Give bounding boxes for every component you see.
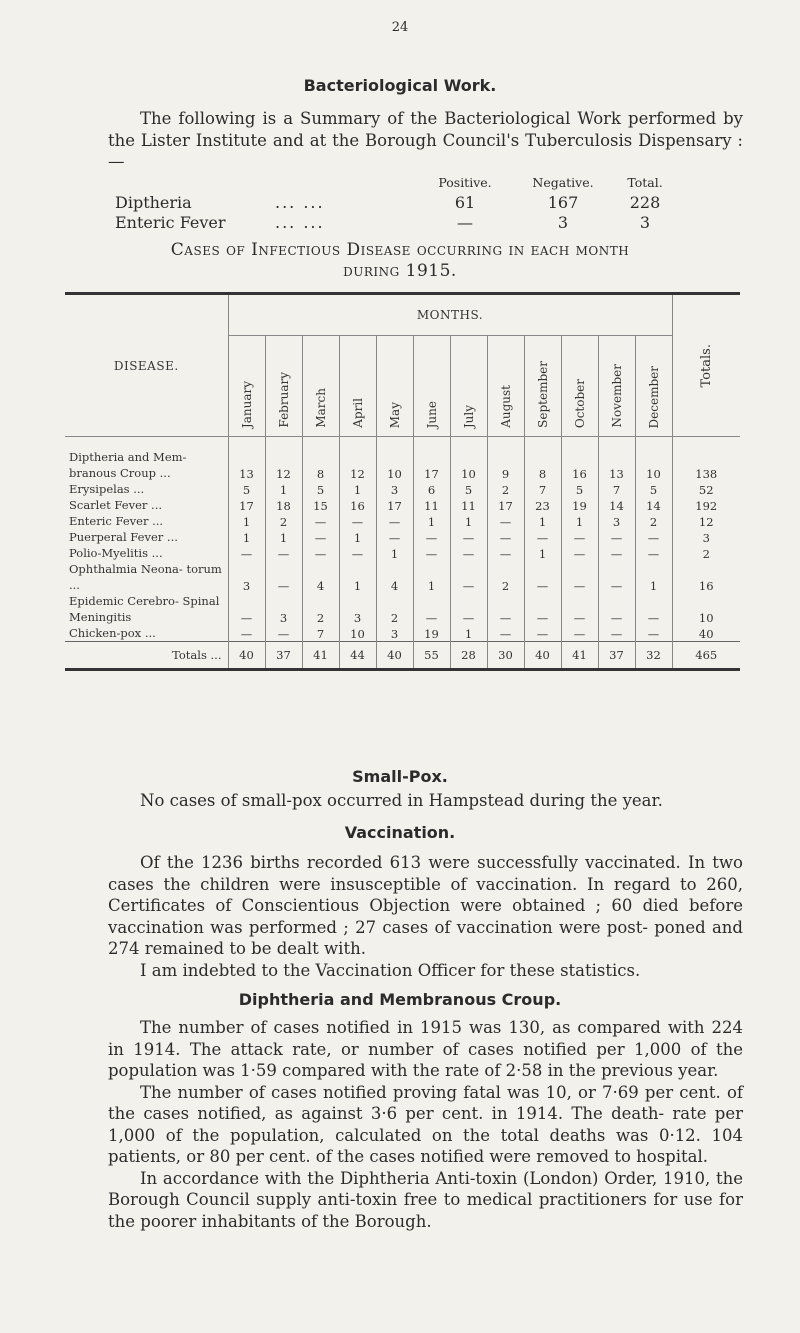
month-count: 7 [302, 625, 339, 642]
month-count: 7 [598, 481, 635, 497]
diphtheria-paragraph: The number of cases notified in 1915 was 130, as compared with 224 in 1914. The attack rate, or number of cases notified per 1,000 of the population was 1·59 compared with the rate of 2·58 in the previous year. [108, 1018, 743, 1080]
totals-header: Totals. [672, 295, 740, 437]
month-total: 32 [635, 642, 672, 670]
month-count: 2 [302, 593, 339, 625]
row-total: 40 [672, 625, 740, 642]
month-count: 19 [413, 625, 450, 642]
month-count: 1 [450, 625, 487, 642]
month-count: — [561, 561, 598, 593]
month-header: April [339, 336, 376, 437]
month-count: 6 [413, 481, 450, 497]
summary-positive: — [457, 213, 473, 232]
month-count: 1 [413, 513, 450, 529]
month-count: 2 [635, 513, 672, 529]
disease-name: Diptheria and Mem- branous Croup ... [69, 450, 187, 480]
month-count: — [635, 593, 672, 625]
month-count: — [635, 545, 672, 561]
table-row [65, 561, 740, 593]
month-count: — [598, 625, 635, 642]
month-count: 2 [376, 593, 413, 625]
month-count: 1 [265, 529, 302, 545]
month-count: 3 [376, 481, 413, 497]
diphtheria-paragraph: In accordance with the Diphtheria Anti-toxin (London) Order, 1910, the Borough Council supply anti-toxin free to medical practitioners for use for the poorer inhabitants of the Borough. [108, 1168, 743, 1231]
month-count: 1 [413, 561, 450, 593]
month-count: 1 [450, 513, 487, 529]
month-count: — [487, 529, 524, 545]
row-total: 10 [672, 593, 740, 625]
month-count: 12 [265, 437, 302, 482]
disease-name: Chicken-pox ... [69, 626, 156, 640]
summary-name: Enteric Fever [115, 213, 226, 232]
table-row [65, 437, 740, 482]
month-count: 3 [598, 513, 635, 529]
month-count: — [376, 513, 413, 529]
summary-negative: 167 [547, 193, 579, 212]
table-row [65, 593, 740, 625]
summary-row [115, 193, 755, 213]
month-count: 14 [635, 497, 672, 513]
diphtheria-paragraph: The number of cases notified proving fatal was 10, or 7·69 per cent. of the cases notified, as against 3·6 per cent. in 1914. The death- rate per 1,000 of the population, calculated on the total deaths was 0·12. 104 patients, or 80 per cent. of the cases notified were removed to hospital. [108, 1082, 743, 1166]
month-total: 28 [450, 642, 487, 670]
diphtheria-heading: Diphtheria and Membranous Croup. [238, 990, 562, 1009]
month-count: 17 [413, 437, 450, 482]
month-count: 14 [598, 497, 635, 513]
month-count: 11 [450, 497, 487, 513]
summary-negative: 3 [557, 213, 569, 232]
grand-total: 465 [672, 642, 740, 670]
vaccination-paragraph: Of the 1236 births recorded 613 were successfully vaccinated. In two cases the children were insusceptible of vaccination. In regard to 260, Certificates of Conscientious Objection were obtained ; 60 died before vaccination was performed ; 27 cases of vaccination were post- poned and 274 remained to be dealt with. [108, 853, 743, 958]
totals-row [65, 642, 740, 670]
month-count: — [635, 529, 672, 545]
month-count: 10 [635, 437, 672, 482]
vaccination-text [108, 852, 743, 981]
month-count: 17 [228, 497, 265, 513]
month-count: 10 [376, 437, 413, 482]
month-count: — [228, 545, 265, 561]
bacteriological-heading: Bacteriological Work. [303, 76, 497, 95]
month-count: 1 [228, 513, 265, 529]
summary-row [115, 213, 755, 233]
col-positive-header: Positive. [438, 175, 492, 190]
month-count: 1 [228, 529, 265, 545]
month-count: 1 [524, 513, 561, 529]
month-count: 2 [487, 561, 524, 593]
month-count: — [561, 529, 598, 545]
month-total: 37 [598, 642, 635, 670]
table-caption-line1: Cases of Infectious Disease occurring in each month [170, 240, 630, 260]
month-header: November [598, 336, 635, 437]
table-header-row [65, 295, 740, 336]
month-count: — [302, 513, 339, 529]
month-count: — [561, 545, 598, 561]
month-count: 16 [339, 497, 376, 513]
month-count: 3 [376, 625, 413, 642]
month-count: 8 [302, 437, 339, 482]
month-count: — [302, 545, 339, 561]
month-total: 40 [228, 642, 265, 670]
month-count: — [450, 561, 487, 593]
month-count: 2 [265, 513, 302, 529]
month-total: 30 [487, 642, 524, 670]
month-count: 1 [265, 481, 302, 497]
smallpox-text: No cases of small-pox occurred in Hampstead during the year. [140, 791, 663, 810]
month-count: — [265, 625, 302, 642]
month-count: 17 [376, 497, 413, 513]
month-count: 15 [302, 497, 339, 513]
month-count: — [561, 625, 598, 642]
month-count: — [487, 513, 524, 529]
month-total: 41 [561, 642, 598, 670]
month-header: March [302, 336, 339, 437]
row-total: 12 [672, 513, 740, 529]
col-total-header: Total. [627, 175, 663, 190]
month-count: — [524, 561, 561, 593]
month-count: 1 [524, 545, 561, 561]
row-total: 52 [672, 481, 740, 497]
month-count: 3 [228, 561, 265, 593]
month-count: 1 [561, 513, 598, 529]
month-header: August [487, 336, 524, 437]
month-header: October [561, 336, 598, 437]
month-count: 12 [339, 437, 376, 482]
month-count: 23 [524, 497, 561, 513]
row-total: 192 [672, 497, 740, 513]
col-negative-header: Negative. [532, 175, 594, 190]
month-header: June [413, 336, 450, 437]
month-count: — [228, 625, 265, 642]
table-row [65, 545, 740, 561]
month-count: 17 [487, 497, 524, 513]
month-count: 1 [376, 545, 413, 561]
table-caption-line2: during 1915. [343, 261, 457, 281]
month-count: — [487, 545, 524, 561]
row-total: 3 [672, 529, 740, 545]
month-count: 5 [228, 481, 265, 497]
month-count: — [598, 593, 635, 625]
disease-header: DISEASE. [65, 295, 228, 437]
table-row [65, 529, 740, 545]
month-count: 11 [413, 497, 450, 513]
month-count: — [339, 545, 376, 561]
month-count: — [413, 545, 450, 561]
month-count: — [598, 561, 635, 593]
month-count: — [524, 593, 561, 625]
month-header: July [450, 336, 487, 437]
leader-dots: ... ... [275, 213, 325, 232]
infectious-disease-table [65, 292, 740, 671]
month-header: February [265, 336, 302, 437]
table-row [65, 497, 740, 513]
summary-total: 3 [639, 213, 651, 232]
summary-total: 228 [629, 193, 661, 212]
month-count: — [561, 593, 598, 625]
month-count: 5 [450, 481, 487, 497]
table-row [65, 481, 740, 497]
month-total: 55 [413, 642, 450, 670]
month-count: 10 [339, 625, 376, 642]
month-count: — [339, 513, 376, 529]
disease-name: Puerperal Fever ... [69, 530, 178, 544]
month-header: January [228, 336, 265, 437]
summary-name: Diptheria [115, 193, 192, 212]
month-count: — [487, 625, 524, 642]
month-count: — [265, 545, 302, 561]
month-count: 13 [598, 437, 635, 482]
month-count: 2 [487, 481, 524, 497]
month-total: 41 [302, 642, 339, 670]
months-header: MONTHS. [228, 295, 672, 336]
month-total: 44 [339, 642, 376, 670]
month-count: — [598, 545, 635, 561]
month-count: — [524, 529, 561, 545]
table-row [65, 513, 740, 529]
month-count: 5 [302, 481, 339, 497]
month-count: — [450, 593, 487, 625]
smallpox-heading: Small-Pox. [352, 767, 448, 786]
month-count: 1 [339, 561, 376, 593]
disease-name: Erysipelas ... [69, 482, 145, 496]
month-total: 40 [524, 642, 561, 670]
month-count: — [524, 625, 561, 642]
month-count: 3 [265, 593, 302, 625]
month-count: — [598, 529, 635, 545]
vaccination-paragraph: I am indebted to the Vaccination Officer for these statistics. [140, 960, 641, 980]
month-count: — [302, 529, 339, 545]
month-count: 3 [339, 593, 376, 625]
month-count: 1 [339, 481, 376, 497]
month-count: — [450, 545, 487, 561]
month-count: 4 [302, 561, 339, 593]
month-total: 37 [265, 642, 302, 670]
month-count: 5 [635, 481, 672, 497]
month-total: 40 [376, 642, 413, 670]
month-header: May [376, 336, 413, 437]
totals-label: Totals ... [65, 642, 228, 670]
month-count: — [265, 561, 302, 593]
disease-name: Epidemic Cerebro- Spinal Meningitis [69, 594, 220, 624]
month-count: — [635, 625, 672, 642]
month-count: 5 [561, 481, 598, 497]
diphtheria-text [108, 1017, 743, 1232]
row-total: 16 [672, 561, 740, 593]
month-count: — [450, 529, 487, 545]
disease-name: Scarlet Fever ... [69, 498, 163, 512]
bacteriological-summary [115, 175, 755, 233]
month-count: 18 [265, 497, 302, 513]
page-number: 24 [391, 20, 409, 35]
vaccination-heading: Vaccination. [344, 823, 456, 842]
month-count: — [376, 529, 413, 545]
month-count: — [413, 529, 450, 545]
row-total: 2 [672, 545, 740, 561]
disease-name: Enteric Fever ... [69, 514, 164, 528]
row-total: 138 [672, 437, 740, 482]
month-count: 1 [339, 529, 376, 545]
month-count: — [487, 593, 524, 625]
summary-header-row [115, 175, 755, 193]
table-row [65, 625, 740, 642]
bacteriological-intro: The following is a Summary of the Bacteriological Work performed by the Lister Institute and at the Borough Council's Tuberculosis Dispensary :— [108, 109, 743, 171]
month-count: 16 [561, 437, 598, 482]
month-header: September [524, 336, 561, 437]
summary-positive: 61 [454, 193, 476, 212]
month-count: 8 [524, 437, 561, 482]
month-count: — [413, 593, 450, 625]
month-count: 10 [450, 437, 487, 482]
disease-name: Ophthalmia Neona- torum ... [69, 562, 222, 592]
month-header: December [635, 336, 672, 437]
leader-dots: ... ... [275, 193, 325, 212]
month-count: — [228, 593, 265, 625]
month-count: 13 [228, 437, 265, 482]
month-count: 4 [376, 561, 413, 593]
month-count: 7 [524, 481, 561, 497]
month-count: 1 [635, 561, 672, 593]
disease-name: Polio-Myelitis ... [69, 546, 163, 560]
month-count: 9 [487, 437, 524, 482]
month-count: 19 [561, 497, 598, 513]
